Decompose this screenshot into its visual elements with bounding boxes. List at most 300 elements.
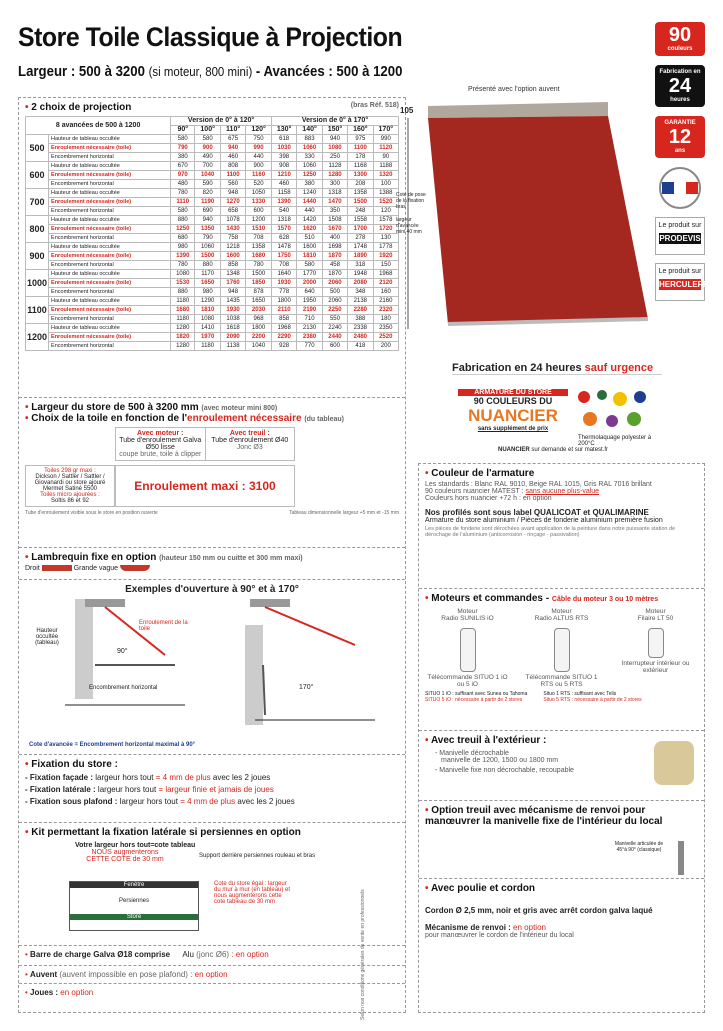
treuil-section: • Avec treuil à l'extérieur : - Manivelle décrochable manivelle de 1200, 1500 ou 1800 mm - Manivelle fixe non décrochable, recoupable — [419, 731, 704, 801]
table-cell: 680 — [171, 234, 195, 243]
row-label: Encombrement horizontal — [49, 234, 171, 243]
table-row — [26, 297, 399, 306]
table-cell: 500 — [322, 288, 347, 297]
table-cell: 2380 — [297, 333, 322, 342]
treuil-icon — [654, 741, 694, 785]
table-cell: 2440 — [322, 333, 347, 342]
angle-header: 160° — [348, 126, 373, 135]
table-cell: 1570 — [271, 225, 296, 234]
table-cell: 380 — [297, 180, 322, 189]
table-cell: 1500 — [348, 198, 373, 207]
table-cell: 1200 — [246, 216, 272, 225]
table-row — [26, 171, 399, 180]
table-cell: 780 — [171, 189, 195, 198]
row-label: Hauteur de tableau occultée — [49, 270, 171, 279]
table-row — [26, 270, 399, 279]
table-cell: 1050 — [246, 189, 272, 198]
table-cell: 2110 — [271, 306, 296, 315]
table-cell: 1870 — [322, 270, 347, 279]
table-cell: 1180 — [195, 342, 221, 351]
row-label: Enroulement nécessaire (toile) — [49, 198, 171, 207]
table-cell: 778 — [271, 288, 296, 297]
table-cell: 130 — [373, 234, 398, 243]
table-cell: 248 — [348, 207, 373, 216]
table-cell: 300 — [322, 180, 347, 189]
table-cell: 1250 — [171, 225, 195, 234]
avancee-size: 1100 — [26, 297, 49, 324]
table-cell: 1218 — [221, 243, 246, 252]
table-cell: 1748 — [348, 243, 373, 252]
fabrication-badge: Fabrication en 24 heures — [655, 65, 705, 107]
table-cell: 1810 — [195, 306, 221, 315]
table-cell: 1390 — [171, 252, 195, 261]
angle-header: 170° — [373, 126, 398, 135]
table-cell: 758 — [221, 234, 246, 243]
table-cell: 1650 — [246, 297, 272, 306]
table-cell: 330 — [297, 153, 322, 162]
table-cell: 1600 — [221, 252, 246, 261]
nuancier-box: ARMATURE DU STORE 90 COULEURS DU NUANCIER sans supplément de prix Thermolaquage polyester à 200°C NUANCIER sur demande et sur matest.fr — [458, 383, 668, 463]
lambrequin-section: • Lambrequin fixe en option (hauteur 150 mm ou cuitte et 300 mm maxi) Droit Grande vague — [19, 548, 405, 580]
table-cell: 1948 — [348, 270, 373, 279]
table-cell: 1300 — [348, 171, 373, 180]
prodevis-badge[interactable]: Le produit sur PRODEVIS — [655, 217, 705, 255]
table-cell: 2190 — [297, 306, 322, 315]
table-cell: 1800 — [246, 324, 272, 333]
table-row — [26, 180, 399, 189]
table-cell: 1440 — [297, 198, 322, 207]
table-row — [26, 153, 399, 162]
table-cell: 100 — [373, 180, 398, 189]
table-cell: 580 — [171, 135, 195, 144]
table-cell: 2000 — [297, 279, 322, 288]
table-cell: 1800 — [271, 297, 296, 306]
table-cell: 1128 — [322, 162, 347, 171]
table-cell: 590 — [195, 180, 221, 189]
table-row — [26, 135, 399, 144]
table-cell: 600 — [246, 207, 272, 216]
avancee-size: 800 — [26, 216, 49, 243]
table-row — [26, 189, 399, 198]
table-cell: 388 — [348, 315, 373, 324]
table-cell: 520 — [246, 180, 272, 189]
table-cell: 2060 — [322, 297, 347, 306]
motor-altus: Moteur Radio ALTUS RTS Télécommande SITUO 1 RTS ou 5 RTS — [525, 608, 598, 688]
table-cell: 348 — [348, 288, 373, 297]
row-label: Enroulement nécessaire (toile) — [49, 171, 171, 180]
table-cell: 1770 — [297, 270, 322, 279]
row-label: Hauteur de tableau occultée — [49, 189, 171, 198]
avancee-size: 700 — [26, 189, 49, 216]
row-label: Enroulement nécessaire (toile) — [49, 225, 171, 234]
table-cell: 1160 — [246, 171, 272, 180]
lambrequin-vague-swatch — [120, 565, 150, 571]
table-cell: 1810 — [297, 252, 322, 261]
product-image: Présenté avec l'option auvent 105 Cote de pose de la fixation bras largeur d'avancée mini 40 mm — [398, 82, 658, 392]
right-column — [418, 463, 705, 1013]
angle-header: 140° — [297, 126, 322, 135]
table-cell: 968 — [246, 315, 272, 324]
table-cell: 2160 — [373, 297, 398, 306]
table-cell: 928 — [271, 342, 296, 351]
row-label: Encombrement horizontal — [49, 207, 171, 216]
table-row — [26, 315, 399, 324]
table-cell: 878 — [246, 288, 272, 297]
table-cell: 1890 — [348, 252, 373, 261]
table-cell: 900 — [246, 162, 272, 171]
table-cell: 1080 — [171, 270, 195, 279]
table-cell: 1100 — [221, 171, 246, 180]
table-cell: 1190 — [195, 198, 221, 207]
table-cell: 150 — [373, 261, 398, 270]
table-cell: 1180 — [171, 297, 195, 306]
garantie-badge: GARANTIE 12 ans — [655, 116, 705, 158]
moteurs-section: • Moteurs et commandes - Câble du moteur 3 ou 10 mètres Moteur Radio SUNILIS iO Télécommande SITUO 1 iO ou 5 iO Moteur Radio ALTUS RTS Télécommande SITUO 1 RTS ou 5 RTS Moteur Filaire LT 50 Interrupteur intérieur ou extérieur SITUO 1 iO : suffisant avec Sunea ou Tahoma SITUO 5 iO : nécessaire à partir de 2 stores Situo 1 RTS : suffisant avec Telis Situo 5 RTS : nécessaire à partir de 2 stores — [419, 589, 704, 731]
table-cell: 2520 — [373, 333, 398, 342]
table-cell: 580 — [297, 261, 322, 270]
ouverture-diagram — [25, 595, 395, 735]
enroulement-maxi: Enroulement maxi : 3100 — [115, 465, 295, 507]
table-cell: 1650 — [195, 279, 221, 288]
table-cell: 670 — [171, 162, 195, 171]
table-cell: 1618 — [221, 324, 246, 333]
table-cell: 940 — [221, 144, 246, 153]
table-cell: 1280 — [171, 324, 195, 333]
table-cell: 1968 — [271, 324, 296, 333]
table-cell: 1530 — [171, 279, 195, 288]
angle-header: 150° — [322, 126, 347, 135]
table-cell: 940 — [195, 216, 221, 225]
fabrication-line: Fabrication en 24 heures sauf urgence — [452, 362, 662, 375]
table-cell: 480 — [171, 180, 195, 189]
angle-header: 120° — [246, 126, 272, 135]
table-cell: 1330 — [246, 198, 272, 207]
table-cell: 780 — [171, 261, 195, 270]
table-cell: 1280 — [322, 171, 347, 180]
herculepro-badge[interactable]: Le produit sur HERCULEPRO — [655, 263, 705, 301]
fixation-section: • Fixation du store : - Fixation façade : largeur hors tout = 4 mm de plus avec les 2 joues - Fixation latérale : largeur hors tout = largeur finie et jamais de joues - Fixation sous plafond : largeur hors tout = 4 mm de plus avec les 2 joues — [19, 755, 405, 823]
motor-sunilis: Moteur Radio SUNILIS iO Télécommande SITUO 1 iO ou 5 iO — [427, 608, 508, 688]
table-cell: 1350 — [195, 225, 221, 234]
row-label: Hauteur de tableau occultée — [49, 324, 171, 333]
option-treuil-section: • Option treuil avec mécanisme de renvoi pour manœuvrer la manivelle fixe de l'intérieur du local Manivelle articulée de 45°à 90° (classique) — [419, 801, 704, 879]
table-cell: 1435 — [221, 297, 246, 306]
table-cell: 980 — [195, 288, 221, 297]
table-cell: 580 — [171, 207, 195, 216]
table-cell: 975 — [348, 135, 373, 144]
table-cell: 2060 — [322, 279, 347, 288]
table-cell: 90 — [373, 153, 398, 162]
row-label: Encombrement horizontal — [49, 153, 171, 162]
table-cell: 1680 — [246, 252, 272, 261]
table-cell: 2480 — [348, 333, 373, 342]
table-cell: 1760 — [221, 279, 246, 288]
angle-header: 110° — [221, 126, 246, 135]
table-cell: 398 — [271, 153, 296, 162]
table-row — [26, 144, 399, 153]
table-cell: 948 — [221, 189, 246, 198]
table-cell: 1060 — [195, 243, 221, 252]
table-cell: 780 — [246, 261, 272, 270]
angle-header: 130° — [271, 126, 296, 135]
table-cell: 1388 — [373, 189, 398, 198]
table-cell: 1348 — [221, 270, 246, 279]
table-cell: 1100 — [348, 144, 373, 153]
table-cell: 1698 — [322, 243, 347, 252]
table-cell: 708 — [246, 234, 272, 243]
table-row — [26, 216, 399, 225]
table-cell: 1508 — [322, 216, 347, 225]
table-cell: 990 — [373, 135, 398, 144]
projection-table: 8 avancées de 500 à 1200 Version de 0° à 120° Version de 0° à 170° 90° 100° 110° 120° 130° 140° 150° 160° 170° 500 Hauteur de tableau occultée 580 580 675 750 618 883 940 975 990 Enroulement nécessaire (toile) 790 900 940 990 1030 1060 1080 1100 1120 Encombrement horizontal 380 490 460 440 398 330 250 178 90 600 Hauteur de tableau occultée 670 700 808 900 908 1060 1128 1168 1188 Enroulement nécessaire (toile) 970 1040 1100 1160 1210 1250 1280 1300 1320 Encombrement horizontal 480 590 560 520 460 380 300 208 100 700 Hauteur de tableau occultée 780 820 948 1050 1158 1240 1318 1358 1388 Enroulement nécessaire (toile) 1110 1190 1270 1330 1390 1440 1470 1500 1520 Encombrement horizontal 580 690 658 600 540 440 350 248 120 800 Hauteur de tableau occultée 880 940 1078 1200 1318 1420 1508 1558 1578 Enroulement nécessaire (toile) 1250 1350 1430 1510 1570 1620 1670 1700 1720 Encombrement horizontal 680 790 758 708 628 510 400 278 130 900 Hauteur de tableau occultée 980 1060 1218 1358 1478 1600 1698 1748 1778 Enroulement nécessaire (toile) 1390 1500 1600 1680 1750 1810 1870 1890 1920 Encombrement horizontal 780 880 858 780 708 580 458 318 150 1000 Hauteur de tableau occultée 1080 1170 1348 1500 1640 1770 1870 1948 1968 Enroulement nécessaire (toile) 1530 1650 1760 1850 1930 2000 2060 2080 2120 Encombrement horizontal 880 980 948 878 778 640 500 348 160 1100 Hauteur de tableau occultée 1180 1290 1435 1650 1800 1950 2060 2138 2160 Enroulement nécessaire (toile) 1680 1810 1930 2030 2110 2190 2250 2280 2320 Encombrement horizontal 1180 1080 1038 968 858 710 550 388 180 1200 Hauteur de tableau occultée 1280 1410 1618 1800 1968 2130 2240 2338 2350 Enroulement nécessaire (toile) 1820 1970 2090 2200 2290 2380 2440 2480 2520 Encombrement horizontal 1280 1180 1138 1040 928 770 600 418 200 — [25, 116, 399, 351]
table-cell: 1040 — [246, 342, 272, 351]
row-label: Enroulement nécessaire (toile) — [49, 333, 171, 342]
table-cell: 550 — [322, 315, 347, 324]
poulie-section: • Avec poulie et cordon Cordon Ø 2,5 mm, noir et gris avec arrêt cordon galva laqué Mécanisme de renvoi : en option pour manœuvrer le cordon de l'intérieur du local — [425, 883, 653, 939]
table-cell: 380 — [171, 153, 195, 162]
table-cell: 1930 — [271, 279, 296, 288]
table-cell: 858 — [221, 261, 246, 270]
table-cell: 1060 — [297, 144, 322, 153]
projection-section: • 2 choix de projection (bras Réf. 518) 8 avancées de 500 à 1200 Version de 0° à 120° Version de 0° à 170° 90° 100° 110° 120° 130° 140° 150° 160° 170° 500 Hauteur de tableau occultée 580 580 675 750 618 883 940 975 990 Enroulement nécessaire (toile) 790 900 940 990 1030 1060 1080 1100 1120 Encombrement horizontal 380 490 460 440 398 330 250 178 90 600 Hauteur de tableau occultée 670 700 808 900 908 1060 1128 1168 1188 Enroulement nécessaire (toile) 970 1040 1100 1160 1210 1250 1280 1300 1320 Encombrement horizontal 480 590 560 520 460 380 300 208 100 700 Hauteur de tableau occultée 780 820 948 1050 1158 1240 1318 1358 1388 Enroulement nécessaire (toile) 1110 1190 1270 1330 1390 1440 1470 1500 1520 Encombrement horizontal 580 690 658 600 540 440 350 248 120 800 Hauteur de tableau occultée 880 940 1078 1200 1318 1420 1508 1558 1578 Enroulement nécessaire (toile) 1250 1350 1430 1510 1570 1620 1670 1700 1720 Encombrement horizontal 680 790 758 708 628 510 400 278 130 900 Hauteur de tableau occultée 980 1060 1218 1358 1478 1600 1698 1748 1778 Enroulement nécessaire (toile) 1390 1500 1600 1680 1750 1810 1870 1890 1920 Encombrement horizontal 780 880 858 780 708 580 458 318 150 1000 Hauteur de tableau occultée 1080 1170 1348 1500 1640 1770 1870 1948 1968 Enroulement nécessaire (toile) 1530 1650 1760 1850 1930 2000 2060 2080 2120 Encombrement horizontal 880 980 948 878 778 640 500 348 160 1100 Hauteur de tableau occultée 1180 1290 1435 1650 1800 1950 2060 2138 2160 Enroulement nécessaire (toile) 1680 1810 1930 2030 2110 2190 2250 2280 2320 Encombrement horizontal 1180 1080 1038 968 858 710 550 388 180 1200 Hauteur de tableau occultée 1280 1410 1618 1800 1968 2130 2240 2338 2350 Enroulement nécessaire (toile) 1820 1970 2090 2200 2290 2380 2440 2480 2520 Encombrement horizontal 1280 1180 1138 1040 928 770 600 418 200 — [19, 98, 405, 398]
table-cell: 1930 — [221, 306, 246, 315]
table-cell: 1950 — [297, 297, 322, 306]
colors-badge: 90 couleurs — [655, 22, 705, 56]
table-row — [26, 279, 399, 288]
auvent-section: • Auvent (auvent impossible en pose plafond) : en option — [19, 966, 405, 984]
table-cell: 1180 — [171, 315, 195, 324]
table-cell: 658 — [221, 207, 246, 216]
row-label: Encombrement horizontal — [49, 180, 171, 189]
table-cell: 940 — [322, 135, 347, 144]
table-cell: 1158 — [271, 189, 296, 198]
table-row — [26, 342, 399, 351]
motor-filaire: Moteur Filaire LT 50 Interrupteur intérieur ou extérieur — [621, 608, 690, 674]
table-cell: 628 — [271, 234, 296, 243]
table-cell: 675 — [221, 135, 246, 144]
avancee-size: 900 — [26, 243, 49, 270]
table-cell: 980 — [171, 243, 195, 252]
toiles-list: Toiles 298 gr maxi : Dickson / Sattler / Sattler / Giovanardi ou store ajouré Mermet Satiné 5500 Toiles micro ajourées : Soltis 86 et 92 — [25, 465, 115, 507]
remote-icon — [554, 628, 570, 672]
table-cell: 440 — [246, 153, 272, 162]
table-cell: 1640 — [271, 270, 296, 279]
kit-section: • Kit permettant la fixation latérale si persiennes en option Votre largeur hors tout=cote tableau NOUS augmenterons CETTE COTE de 30 mm Support derrière persiennes rouleau et bras Fenêtre Persiennes Store Cote du store égal : largeur du mur à mur (en tableau) et nous augmenterons cette cote tableau de 30 mm — [19, 823, 405, 946]
table-cell: 2240 — [322, 324, 347, 333]
row-label: Encombrement horizontal — [49, 288, 171, 297]
row-label: Enroulement nécessaire (toile) — [49, 306, 171, 315]
table-cell: 460 — [221, 153, 246, 162]
table-cell: 440 — [297, 207, 322, 216]
table-cell: 858 — [271, 315, 296, 324]
table-cell: 2200 — [246, 333, 272, 342]
row-label: Hauteur de tableau occultée — [49, 216, 171, 225]
avancee-size: 600 — [26, 162, 49, 189]
table-cell: 750 — [246, 135, 272, 144]
row-label: Encombrement horizontal — [49, 261, 171, 270]
table-cell: 1520 — [373, 198, 398, 207]
table-cell: 770 — [297, 342, 322, 351]
table-cell: 350 — [322, 207, 347, 216]
table-cell: 1038 — [221, 315, 246, 324]
table-cell: 1920 — [373, 252, 398, 261]
manivelle-icon — [678, 841, 684, 875]
table-cell: 1080 — [195, 315, 221, 324]
row-label: Hauteur de tableau occultée — [49, 297, 171, 306]
table-cell: 1478 — [271, 243, 296, 252]
table-cell: 970 — [171, 171, 195, 180]
table-cell: 1358 — [246, 243, 272, 252]
table-cell: 1720 — [373, 225, 398, 234]
table-row — [26, 234, 399, 243]
sidebar-badges — [655, 22, 716, 309]
table-cell: 458 — [322, 261, 347, 270]
table-cell: 1318 — [271, 216, 296, 225]
left-column — [18, 97, 406, 1013]
table-cell: 2120 — [373, 279, 398, 288]
armature-section: • Couleur de l'armature Les standards : Blanc RAL 9010, Beige RAL 1015, Gris RAL 7016 brillant 90 couleurs nuancier MATEST : sans aucune plus-value Couleurs hors nuancier +72 h : en option Nos profilés sont sous label QUALICOAT et QUALIMARINE Armature du store aluminium / Pièces de fonderie aluminium première fusion Les pièces de fonderie sont dérochées avant application de la peinture dans notre puissante station de dérochage de l'aluminium (anticorrosion - rinçage - passivation) — [419, 464, 704, 589]
table-cell: 990 — [246, 144, 272, 153]
table-cell: 180 — [373, 315, 398, 324]
table-cell: 278 — [348, 234, 373, 243]
table-row — [26, 198, 399, 207]
table-cell: 1600 — [297, 243, 322, 252]
france-seal-icon — [659, 167, 701, 209]
table-cell: 2290 — [271, 333, 296, 342]
table-cell: 1420 — [297, 216, 322, 225]
table-cell: 1870 — [322, 252, 347, 261]
table-cell: 1500 — [195, 252, 221, 261]
table-cell: 1060 — [297, 162, 322, 171]
table-cell: 120 — [373, 207, 398, 216]
table-cell: 1250 — [297, 171, 322, 180]
kit-diagram: Fenêtre Persiennes Store — [69, 881, 199, 931]
table-cell: 1170 — [195, 270, 221, 279]
row-label: Enroulement nécessaire (toile) — [49, 144, 171, 153]
table-row — [26, 243, 399, 252]
table-row — [26, 162, 399, 171]
table-cell: 1290 — [195, 297, 221, 306]
table-cell: 1270 — [221, 198, 246, 207]
table-cell: 790 — [171, 144, 195, 153]
table-cell: 318 — [348, 261, 373, 270]
table-cell: 618 — [271, 135, 296, 144]
table-cell: 1168 — [348, 162, 373, 171]
table-cell: 690 — [195, 207, 221, 216]
table-cell: 1968 — [373, 270, 398, 279]
table-cell: 1850 — [246, 279, 272, 288]
row-label: Encombrement horizontal — [49, 315, 171, 324]
table-cell: 1320 — [373, 171, 398, 180]
row-label: Enroulement nécessaire (toile) — [49, 279, 171, 288]
toile-section: • Largeur du store de 500 à 3200 mm (avec moteur mini 800) • Choix de la toile en fonction de l'enroulement nécessaire (du tableau) Avec moteur : Tube d'enroulement Galva Ø50 lisse coupe brute, toile à clipper Avec treuil : Tube d'enroulement Ø40 Jonc Ø3 Toiles 298 gr maxi : Dickson / Sattler / Sattler / Giovanardi ou store ajouré Mermet Satiné 5500 Toiles micro ajourées : Soltis 86 et 92 Enroulement maxi : 3100 Tube d'enroulement visible sous le store en position ouverte Tableau dimensionnelle largeur +5 mm et -15 mm — [19, 398, 405, 548]
table-row — [26, 288, 399, 297]
vertical-note: Selon nos conditions générales de vente en professionnels — [360, 889, 366, 1020]
table-cell: 1080 — [322, 144, 347, 153]
table-cell: 820 — [195, 189, 221, 198]
table-cell: 908 — [271, 162, 296, 171]
table-cell: 2320 — [373, 306, 398, 315]
table-cell: 418 — [348, 342, 373, 351]
table-row — [26, 333, 399, 342]
table-cell: 540 — [271, 207, 296, 216]
row-label: Hauteur de tableau occultée — [49, 162, 171, 171]
row-label: Enroulement nécessaire (toile) — [49, 252, 171, 261]
table-cell: 1470 — [322, 198, 347, 207]
table-cell: 2250 — [322, 306, 347, 315]
row-label: Hauteur de tableau occultée — [49, 243, 171, 252]
table-cell: 1558 — [348, 216, 373, 225]
avancee-size: 500 — [26, 135, 49, 162]
table-row — [26, 261, 399, 270]
table-cell: 1778 — [373, 243, 398, 252]
row-label: Hauteur de tableau occultée — [49, 135, 171, 144]
table-cell: 948 — [221, 288, 246, 297]
table-cell: 1040 — [195, 171, 221, 180]
angle-header: 90° — [171, 126, 195, 135]
table-cell: 1500 — [246, 270, 272, 279]
table-cell: 2138 — [348, 297, 373, 306]
angle-header: 100° — [195, 126, 221, 135]
table-cell: 1700 — [348, 225, 373, 234]
table-row — [26, 225, 399, 234]
table-cell: 490 — [195, 153, 221, 162]
table-cell: 1120 — [373, 144, 398, 153]
table-cell: 808 — [221, 162, 246, 171]
table-cell: 2080 — [348, 279, 373, 288]
table-cell: 1030 — [271, 144, 296, 153]
table-row — [26, 324, 399, 333]
avancee-size: 1200 — [26, 324, 49, 351]
table-cell: 1430 — [221, 225, 246, 234]
table-cell: 1138 — [221, 342, 246, 351]
table-row — [26, 252, 399, 261]
toile-tubes: Avec moteur : Tube d'enroulement Galva Ø50 lisse coupe brute, toile à clipper Avec treuil : Tube d'enroulement Ø40 Jonc Ø3 — [115, 427, 295, 461]
table-cell: 2130 — [297, 324, 322, 333]
table-row — [26, 207, 399, 216]
table-cell: 2280 — [348, 306, 373, 315]
table-cell: 790 — [195, 234, 221, 243]
table-cell: 1240 — [297, 189, 322, 198]
table-cell: 460 — [271, 180, 296, 189]
switch-icon — [648, 628, 664, 658]
table-cell: 1410 — [195, 324, 221, 333]
table-cell: 900 — [195, 144, 221, 153]
row-label: Encombrement horizontal — [49, 342, 171, 351]
table-cell: 2090 — [221, 333, 246, 342]
color-dots — [574, 387, 664, 437]
remote-icon — [460, 628, 476, 672]
page-subtitle: Largeur : 500 à 3200 (si moteur, 800 mini) - Avancées : 500 à 1200 — [18, 63, 403, 80]
table-cell: 400 — [322, 234, 347, 243]
lambrequin-droit-swatch — [42, 565, 72, 571]
table-cell: 700 — [195, 162, 221, 171]
table-cell: 2338 — [348, 324, 373, 333]
table-cell: 1188 — [373, 162, 398, 171]
table-cell: 1670 — [322, 225, 347, 234]
table-cell: 1680 — [171, 306, 195, 315]
barre-section: • Barre de charge Galva Ø18 comprise Alu (jonc Ø6) : en option — [19, 946, 405, 966]
table-cell: 560 — [221, 180, 246, 189]
table-cell: 1318 — [322, 189, 347, 198]
table-cell: 2350 — [373, 324, 398, 333]
table-cell: 710 — [297, 315, 322, 324]
table-cell: 1078 — [221, 216, 246, 225]
table-cell: 1750 — [271, 252, 296, 261]
table-cell: 640 — [297, 288, 322, 297]
table-cell: 1280 — [171, 342, 195, 351]
table-cell: 708 — [271, 261, 296, 270]
